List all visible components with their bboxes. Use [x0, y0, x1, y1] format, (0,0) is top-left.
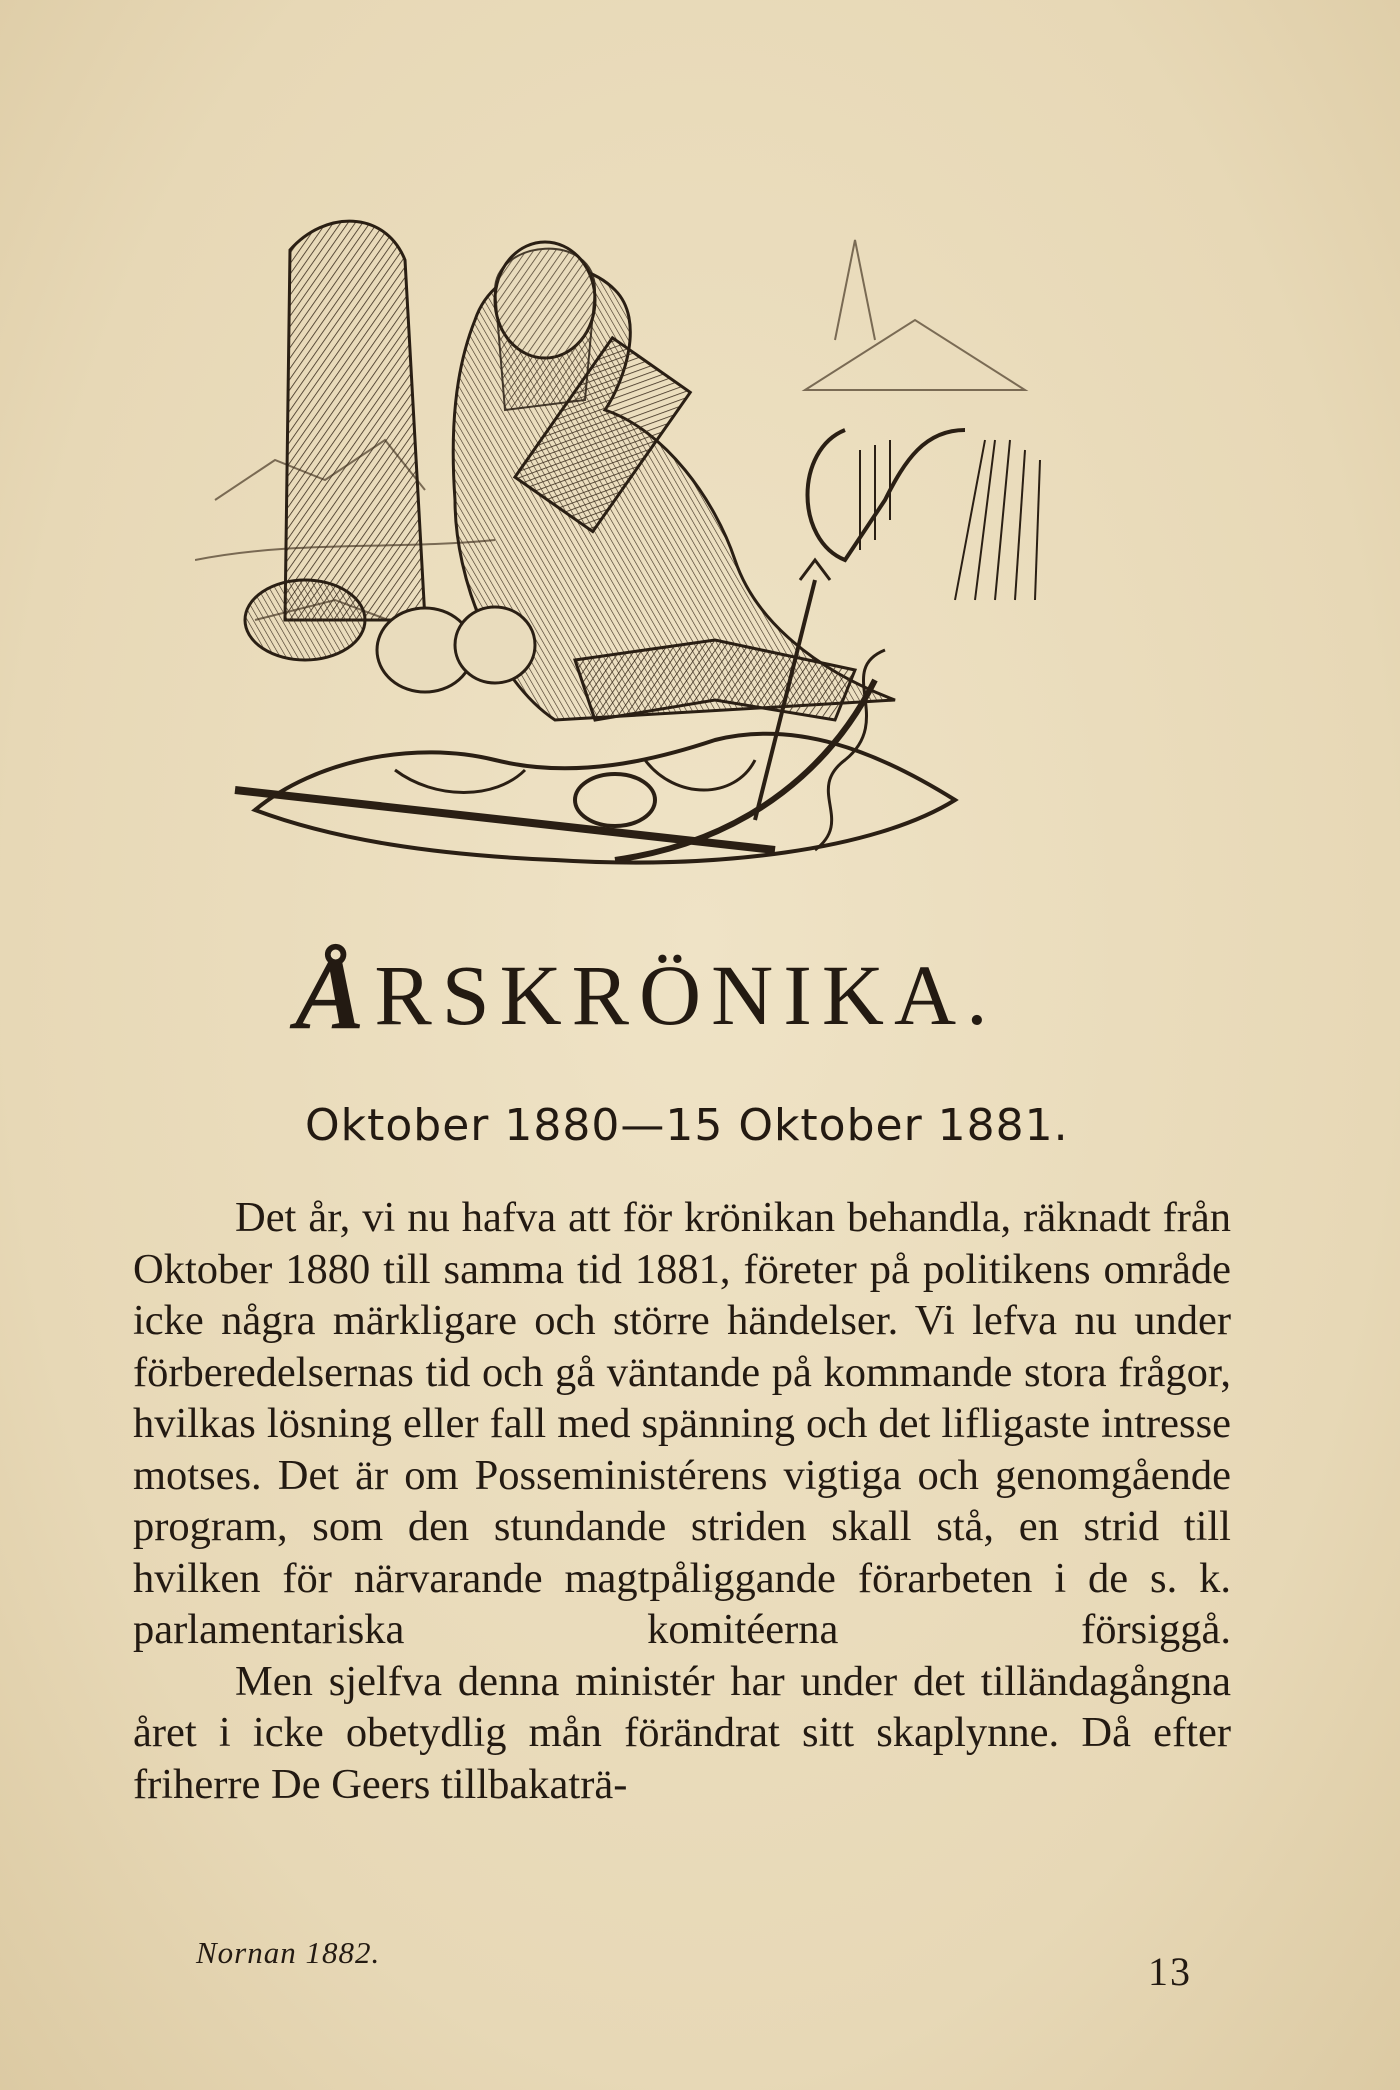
paragraph-1: Det år, vi nu hafva att för krönikan behandla, räknadt från Oktober 1880 till samma tid 1881, företer på politikens område icke några märkligare och större händelser. Vi lefva nu under förberedelsernas tid och gå väntande på kommande stora frågor, hvilkas lösning eller fall med spänning och det lifligaste intresse motses. Det är om Posseministérens vigtiga och genomgående program, som den stundande striden skall stå, en strid till hvilken för närvarande magtpåliggande förarbeten i de s. k. parlamentariska komitéerna försiggå.: [133, 1194, 1231, 1653]
page-number: 13: [1148, 1949, 1192, 1994]
heading-text: RSKRÖNIKA.: [374, 947, 998, 1043]
signature-mark: Nornan 1882.: [196, 1935, 381, 1970]
chapter-heading: [295, 936, 1155, 1051]
date-range-subheading: Oktober 1880—15 Oktober 1881.: [305, 1100, 1069, 1151]
vignette-drawing: [195, 200, 1155, 890]
paragraph-2: Men sjelfva denna ministér har under det tilländagångna året i icke obetydlig mån förändrat sitt skaplynne. Då efter friherre De Geers tillbakaträ-: [133, 1657, 1231, 1808]
decorated-initial: Å: [295, 936, 375, 1051]
engraved-vignette-illustration: [195, 200, 1155, 890]
body-text: [133, 1192, 1231, 1810]
